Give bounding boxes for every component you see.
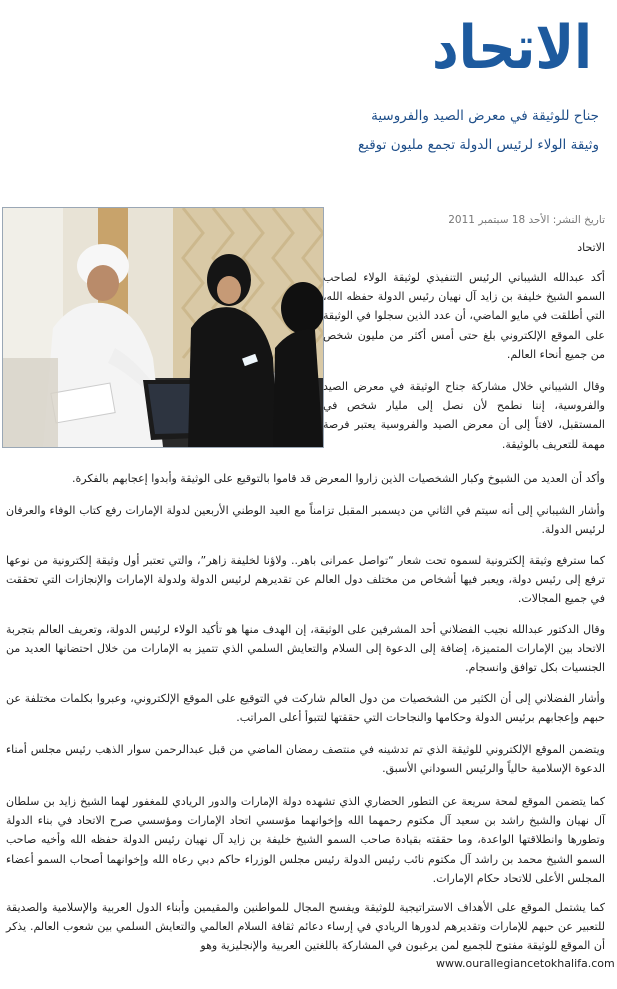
article-source: الاتحاد — [577, 241, 605, 254]
headline-primary: جناح للوثيقة في معرض الصيد والفروسية — [371, 108, 599, 124]
website-link[interactable]: www.ourallegiancetokhalifa.com — [436, 957, 615, 970]
paragraph: كما يشتمل الموقع على الأهداف الاستراتيجية للوثيقة ويفسح المجال للمواطنين والمقيمين وأبناء الدول العربية والإسلامية والصديقة للتعبير عن حبهم للإمارات وتقديرهم لدورها الريادي في إرساء دعائم ثقافة السلام العالمي والتعايش السلمي بين شعوب العالم. يذكر أن الموقع للوثيقة مفتوح للجميع لمن يرغبون في المشاركة باللغتين العربية والإنجليزية وهو — [6, 901, 605, 953]
paragraph: ويتضمن الموقع الإلكتروني للوثيقة الذي تم تدشينه في منتصف رمضان الماضي من قبل عبدالرحمن سوار الذهب رئيس مجلس أمناء الدعوة الإسلامية حالياً والرئيس السوداني الأسبق. — [6, 743, 605, 776]
paragraph: وأكد أن العديد من الشيوخ وكبار الشخصيات الذين زاروا المعرض قد قاموا بالتوقيع على الوثيقة وأبدوا إعجابهم بالفكرة. — [71, 472, 605, 485]
logo-wordmark: الاتحاد — [432, 13, 592, 82]
paragraph: وقال الدكتور عبدالله نجيب الفضلاني أحد المشرفين على الوثيقة، إن الهدف منها هو تأكيد الولاء لرئيس الدولة، وتعريف العالم بتجربة الاتحاد بين الإمارات المتميزة، إضافة إلى الدعوة إلى السلام والتعايش السلمي الذي تتميز به الإمارات من خلال احتضانها العديد من الجنسيات بكل توافق وانسجام. — [6, 623, 605, 675]
paragraph: وأشار الشيباني إلى أنه سيتم في الثاني من ديسمبر المقبل تزامناً مع العيد الوطني الأربعين لدولة الإمارات رفع كتاب الوفاء والعرفان لرئيس الدولة. — [6, 504, 605, 537]
headline-secondary: وثيقة الولاء لرئيس الدولة تجمع مليون توقيع — [357, 137, 599, 153]
paragraph: وقال الشيباني خلال مشاركة جناح الوثيقة في معرض الصيد والفروسية، إننا نطمح لأن نصل إلى مليار شخص في المستقبل، لافتاً إلى أن معرض الصيد والفروسية يعتبر فرصة مهمة للتعريف بالوثيقة. — [323, 380, 605, 451]
paragraph: كما يتضمن الموقع لمحة سريعة عن التطور الحضاري الذي تشهده دولة الإمارات والدور الريادي للمغفور لهما الشيخ زايد بن سلطان آل نهيان والشيخ راشد بن سعيد آل مكتوم رحمهما الله وإخوانهما مؤسسي اتحاد الإمارات ومؤسسي صرح الاتحاد في بناء الدولة وتطورها وانطلاقتها الواعدة، وما حققته بقيادة صاحب السمو الشيخ خليفة بن زايد آل نهيان رئيس الدولة حفظه الله وأخيه صاحب السمو الشيخ محمد بن راشد آل مكتوم نائب رئيس الدولة رئيس مجلس الوزراء حاكم دبي رعاه الله وإخوانهما أصحاب السمو أعضاء المجلس الأعلى للاتحاد حكام الإمارات. — [6, 795, 605, 885]
paragraph: وأشار الفضلاني إلى أن الكثير من الشخصيات من دول العالم شاركت في التوقيع على الموقع الإلكتروني، وعبروا بكلمات مختلفة عن حبهم وإعجابهم برئيس الدولة وحكامها والنجاحات التي حققتها لتتبوأ أعلى المراتب. — [6, 692, 605, 725]
publish-date: تاريخ النشر: الأحد 18 سبتمبر 2011 — [448, 214, 605, 226]
paragraph: كما سترفع وثيقة إلكترونية لسموه تحت شعار “تواصل عمرانى باهر.. ولاؤنا لخليفة زاهر”، والتي تعتبر أول وثيقة إلكترونية من نوعها ترفع إلى رئيس دولة، ويعبر فيها أشخاص من مختلف دول العالم عن تقديرهم لرئيس الدولة ولدولة الإمارات والإنجازات التي تحققت في جميع المجالات. — [6, 554, 605, 606]
masthead-logo[interactable] — [424, 12, 599, 82]
paragraph: أكد عبدالله الشيباني الرئيس التنفيذي لوثيقة الولاء لصاحب السمو الشيخ خليفة بن زايد آل نهيان رئيس الدولة حفظه الله، التي أطلقت في مايو الماضي، أن عدد الذين سجلوا في الوثيقة على الموقع الإلكتروني بلغ حتى أمس أكثر من مليون شخص من جميع أنحاء العالم. — [323, 271, 605, 361]
article-photo — [2, 207, 324, 448]
